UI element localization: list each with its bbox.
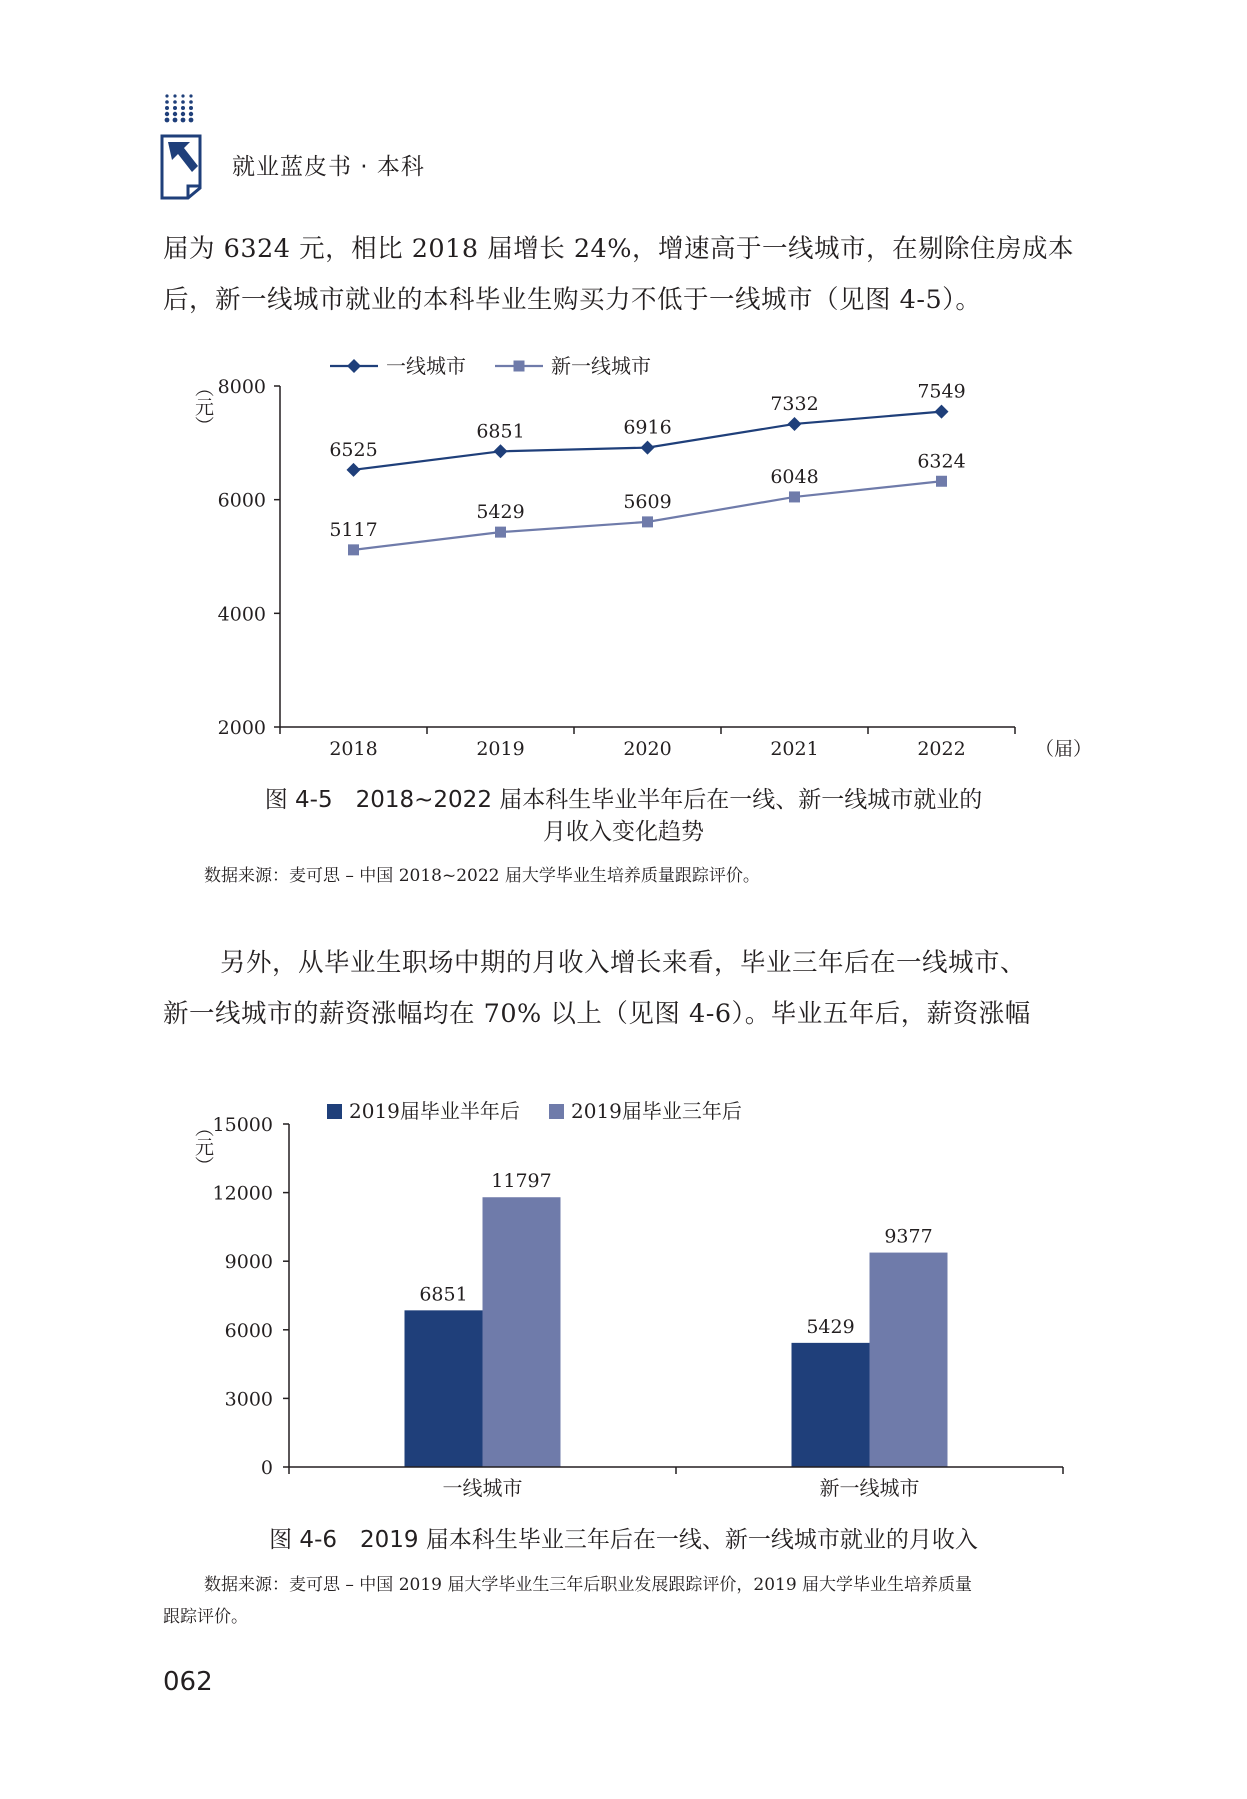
x-axis-unit-label: （届） <box>1035 738 1093 760</box>
data-label: 6324 <box>917 450 966 473</box>
x-category-label: 一线城市 <box>442 1476 523 1500</box>
data-label: 5429 <box>476 501 525 524</box>
running-header-title: 就业蓝皮书 · 本科 <box>232 154 425 180</box>
figure-4-6-source <box>163 1569 1094 1633</box>
legend-label: 2019届毕业半年后 <box>349 1099 520 1123</box>
paragraph-line: 新一线城市的薪资涨幅均在 70% 以上（见图 4-6）。毕业五年后，薪资涨幅 <box>163 999 1031 1029</box>
source-line: 数据来源：麦可思 – 中国 2019 届大学毕业生三年后职业发展跟踪评价，2019 届大学毕业生培养质量 <box>204 1575 973 1595</box>
y-tick-label: 0 <box>260 1457 273 1479</box>
data-label: 6851 <box>419 1283 468 1306</box>
data-label: 11797 <box>491 1170 552 1193</box>
bar <box>792 1343 870 1467</box>
y-axis-unit-label: （元） <box>192 378 214 435</box>
legend-swatch <box>549 1104 564 1119</box>
data-label: 6851 <box>476 420 525 443</box>
data-label: 6048 <box>770 465 819 488</box>
y-tick-label: 6000 <box>224 1319 273 1342</box>
data-label: 6525 <box>329 438 378 461</box>
caption-line: 图 4-5 2018~2022 届本科生毕业半年后在一线、新一线城市就业的 <box>264 787 983 813</box>
page-number: 062 <box>163 1667 213 1697</box>
figure-4-5-source: 数据来源：麦可思 – 中国 2018~2022 届大学毕业生培养质量跟踪评价。 <box>204 866 760 886</box>
bar <box>870 1253 948 1467</box>
data-label: 5609 <box>623 490 672 513</box>
bar <box>483 1197 561 1467</box>
x-category-label: 新一线城市 <box>819 1476 920 1500</box>
data-label: 5429 <box>806 1315 855 1338</box>
x-tick-label: 2018 <box>329 738 378 760</box>
x-tick-label: 2019 <box>476 738 525 760</box>
legend-label: 2019届毕业三年后 <box>571 1099 742 1123</box>
legend-label: 一线城市 <box>386 354 466 378</box>
data-label: 9377 <box>884 1225 933 1248</box>
data-label: 5117 <box>329 518 378 541</box>
y-tick-label: 4000 <box>217 603 266 626</box>
paragraph-line: 届为 6324 元，相比 2018 届增长 24%，增速高于一线城市，在剔除住房成本 <box>163 234 1074 264</box>
y-tick-label: 3000 <box>224 1388 273 1411</box>
paragraph-line: 另外，从毕业生职场中期的月收入增长来看，毕业三年后在一线城市、 <box>220 948 1027 978</box>
x-tick-label: 2022 <box>917 738 966 760</box>
y-tick-label: 9000 <box>224 1251 273 1274</box>
y-axis-unit-label: （元） <box>192 1118 214 1175</box>
x-tick-label: 2021 <box>770 738 819 760</box>
y-tick-label: 8000 <box>217 376 266 398</box>
figure-4-6-caption: 图 4-6 2019 届本科生毕业三年后在一线、新一线城市就业的月收入 <box>269 1527 978 1553</box>
y-tick-label: 12000 <box>212 1182 273 1205</box>
data-label: 6916 <box>623 416 672 439</box>
caption-line: 月收入变化趋势 <box>543 819 704 845</box>
bar <box>405 1310 483 1467</box>
y-tick-label: 6000 <box>217 489 266 512</box>
paragraph-line: 后，新一线城市就业的本科毕业生购买力不低于一线城市（见图 4-5）。 <box>163 285 982 315</box>
source-line: 跟踪评价。 <box>163 1607 248 1627</box>
y-tick-label: 15000 <box>212 1114 273 1136</box>
data-label: 7549 <box>917 380 966 403</box>
x-tick-label: 2020 <box>623 738 672 760</box>
y-tick-label: 2000 <box>217 717 266 739</box>
legend-label: 新一线城市 <box>551 354 651 378</box>
data-label: 7332 <box>770 392 819 415</box>
legend-swatch <box>327 1104 342 1119</box>
